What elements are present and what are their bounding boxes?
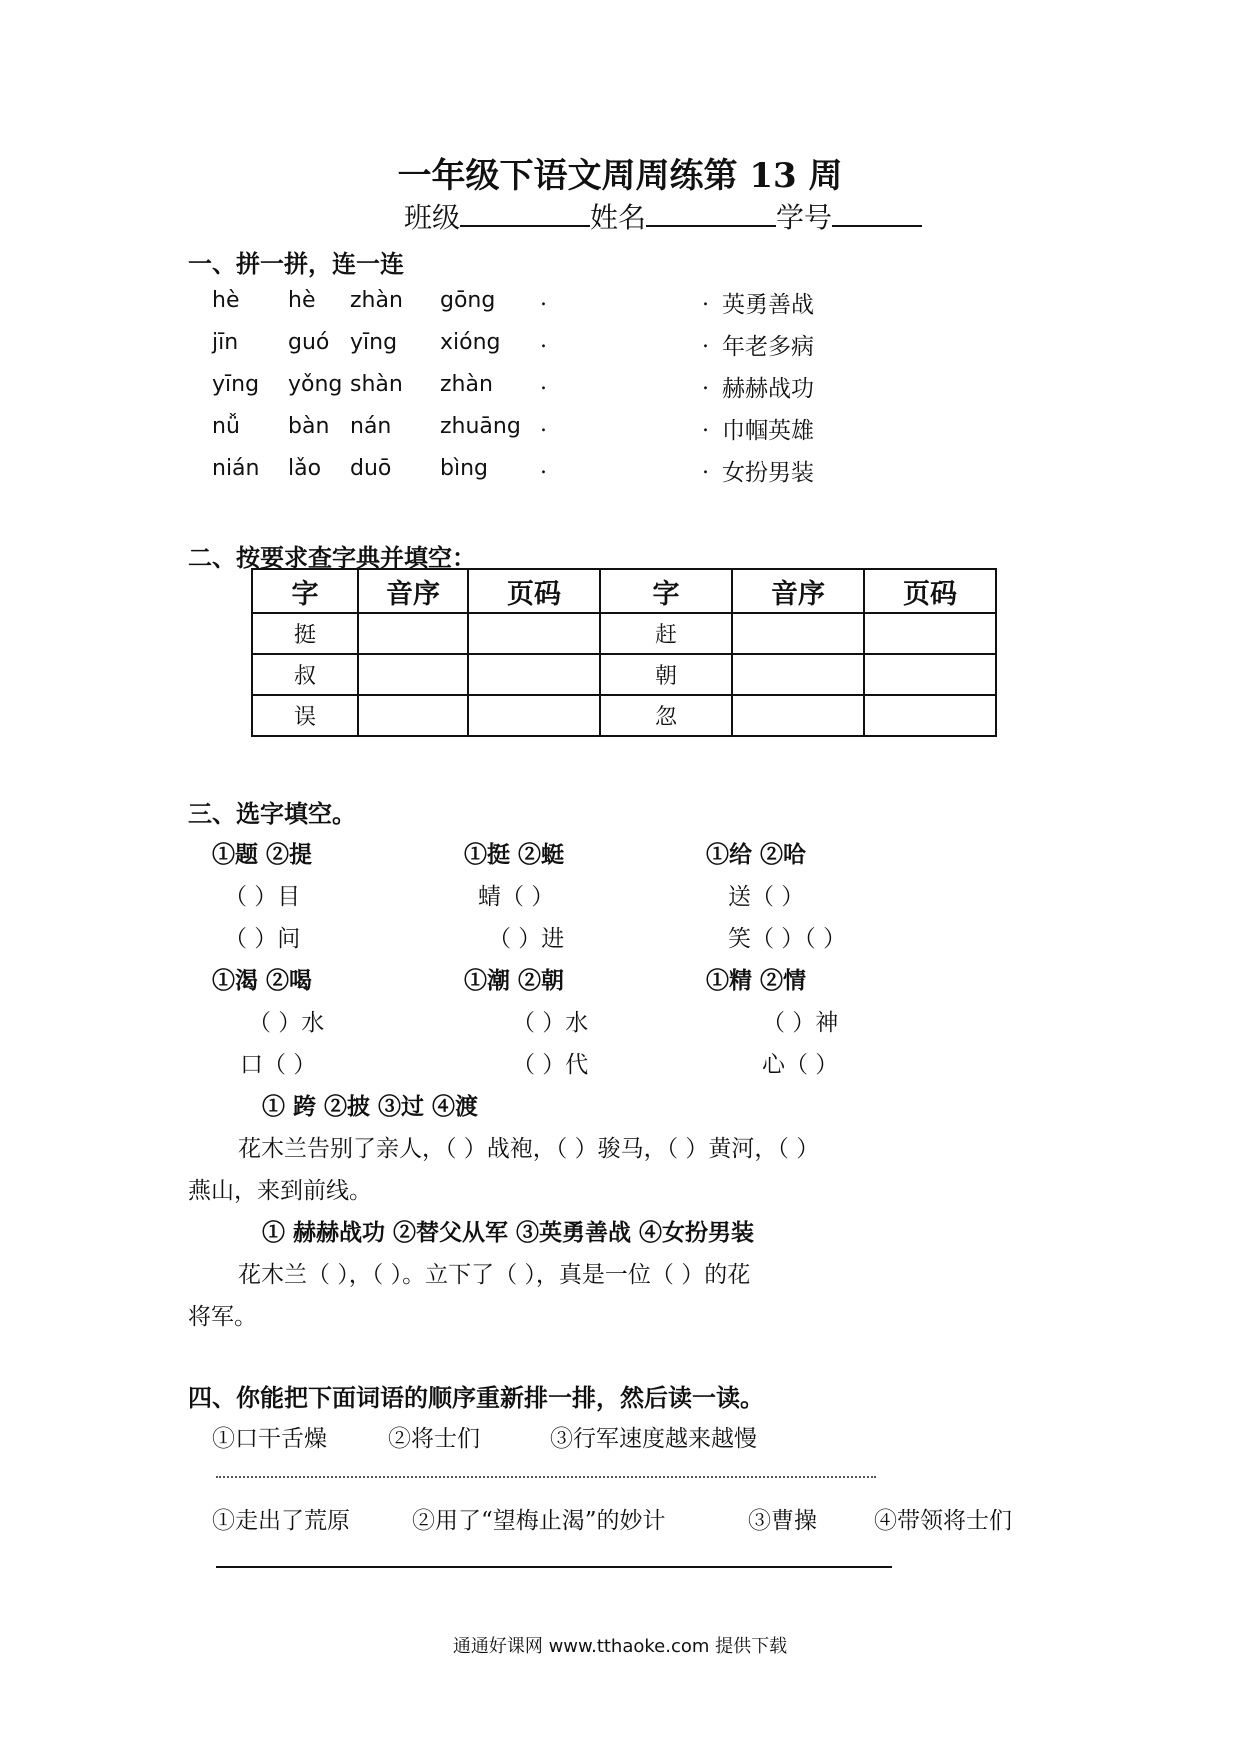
table-cell: 朝: [600, 654, 732, 695]
fill-sentence[interactable]: 花木兰告别了亲人，（ ）战袍，（ ）骏马，（ ）黄河，（ ）: [238, 1136, 820, 1162]
dictionary-table: [251, 568, 997, 737]
section2-heading: 二、按要求查字典并填空：: [188, 543, 476, 572]
idiom-word: 女扮男装: [722, 460, 814, 486]
answer-cell[interactable]: [358, 613, 468, 654]
fill-blank-item[interactable]: 笑（ ）（ ）: [728, 926, 847, 952]
answer-cell[interactable]: [732, 654, 864, 695]
connect-dot-left[interactable]: .: [540, 286, 547, 311]
table-cell: 误: [252, 695, 358, 736]
option-group: ① 赫赫战功 ②替父从军 ③英勇善战 ④女扮男装: [262, 1219, 755, 1246]
fill-sentence-cont: 将军。: [188, 1304, 257, 1330]
number-label: 学号: [776, 201, 833, 234]
name-label: 姓名: [590, 201, 647, 234]
section3-heading: 三、选字填空。: [188, 799, 356, 828]
option-group: ①潮 ②朝: [464, 967, 565, 994]
pinyin-syllable: bàn: [288, 414, 330, 439]
word-item: ③行军速度越来越慢: [550, 1426, 757, 1452]
fill-blank-item[interactable]: （ ）神: [762, 1010, 839, 1036]
pinyin-syllable: zhuāng: [440, 414, 521, 439]
student-info: [404, 196, 922, 236]
header-cell: 字: [600, 569, 732, 613]
answer-cell[interactable]: [468, 613, 600, 654]
option-group: ①题 ②提: [212, 841, 313, 868]
table-row: [252, 613, 996, 654]
answer-cell[interactable]: [864, 613, 996, 654]
idiom-word: 英勇善战: [722, 292, 814, 318]
table-header-row: [252, 569, 996, 613]
table-cell: 赶: [600, 613, 732, 654]
header-cell: 页码: [468, 569, 600, 613]
pinyin-syllable: nán: [350, 414, 392, 439]
fill-blank-item[interactable]: 蜻（ ）: [478, 884, 555, 910]
option-group: ①精 ②情: [706, 967, 807, 994]
fill-blank-item[interactable]: （ ）水: [248, 1010, 325, 1036]
pinyin-syllable: zhàn: [350, 288, 403, 313]
pinyin-syllable: guó: [288, 330, 330, 355]
table-cell: 叔: [252, 654, 358, 695]
word-item: ①口干舌燥: [212, 1426, 327, 1452]
option-group: ①渴 ②喝: [212, 967, 313, 994]
answer-cell[interactable]: [864, 654, 996, 695]
answer-cell[interactable]: [732, 613, 864, 654]
pinyin-syllable: hè: [288, 288, 316, 313]
pinyin-syllable: zhàn: [440, 372, 493, 397]
pinyin-syllable: gōng: [440, 288, 496, 313]
fill-blank-item[interactable]: （ ）问: [224, 926, 301, 952]
option-group: ①给 ②哈: [706, 841, 807, 868]
connect-dot-right[interactable]: .: [702, 370, 709, 395]
fill-blank-item[interactable]: （ ）代: [512, 1052, 589, 1078]
answer-cell[interactable]: [358, 695, 468, 736]
pinyin-syllable: shàn: [350, 372, 403, 397]
table-row: [252, 654, 996, 695]
header-cell: 字: [252, 569, 358, 613]
pinyin-syllable: bìng: [440, 456, 488, 481]
connect-dot-left[interactable]: .: [540, 328, 547, 353]
fill-blank-item[interactable]: （ ）目: [224, 884, 301, 910]
word-item: ③曹操: [748, 1508, 817, 1534]
word-item: ④带领将士们: [874, 1508, 1012, 1534]
fill-blank-item[interactable]: （ ）水: [512, 1010, 589, 1036]
connect-dot-right[interactable]: .: [702, 286, 709, 311]
class-label: 班级: [404, 201, 461, 234]
word-item: ②用了“望梅止渴”的妙计: [412, 1508, 666, 1534]
header-cell: 页码: [864, 569, 996, 613]
name-blank[interactable]: [646, 199, 776, 227]
class-blank[interactable]: [460, 199, 590, 227]
header-cell: 音序: [732, 569, 864, 613]
fill-blank-item[interactable]: 口（ ）: [240, 1052, 317, 1078]
answer-cell[interactable]: [358, 654, 468, 695]
pinyin-syllable: jīn: [212, 330, 239, 355]
pinyin-syllable: nián: [212, 456, 260, 481]
answer-line[interactable]: [216, 1566, 892, 1568]
word-item: ②将士们: [388, 1426, 480, 1452]
table-cell: 忽: [600, 695, 732, 736]
connect-dot-left[interactable]: .: [540, 412, 547, 437]
connect-dot-right[interactable]: .: [702, 328, 709, 353]
answer-cell[interactable]: [864, 695, 996, 736]
pinyin-syllable: yīng: [350, 330, 398, 355]
pinyin-syllable: nǚ: [212, 414, 240, 439]
fill-blank-item[interactable]: （ ）进: [488, 926, 565, 952]
connect-dot-left[interactable]: .: [540, 454, 547, 479]
fill-blank-item[interactable]: 心（ ）: [762, 1052, 839, 1078]
table-row: [252, 695, 996, 736]
answer-cell[interactable]: [468, 654, 600, 695]
pinyin-syllable: yǒng: [288, 372, 343, 397]
fill-blank-item[interactable]: 送（ ）: [728, 884, 805, 910]
connect-dot-left[interactable]: .: [540, 370, 547, 395]
connect-dot-right[interactable]: .: [702, 412, 709, 437]
answer-cell[interactable]: [468, 695, 600, 736]
connect-dot-right[interactable]: .: [702, 454, 709, 479]
word-item: ①走出了荒原: [212, 1508, 350, 1534]
fill-sentence-cont: 燕山，来到前线。: [188, 1178, 372, 1204]
pinyin-syllable: xióng: [440, 330, 501, 355]
header-cell: 音序: [358, 569, 468, 613]
page-title: 一年级下语文周周练第 13 周: [397, 156, 843, 196]
idiom-word: 巾帼英雄: [722, 418, 814, 444]
number-blank[interactable]: [832, 199, 922, 227]
pinyin-syllable: hè: [212, 288, 240, 313]
option-group: ① 跨 ②披 ③过 ④渡: [262, 1093, 479, 1120]
section4-heading: 四、你能把下面词语的顺序重新排一排，然后读一读。: [188, 1383, 764, 1412]
section1-heading: 一、拼一拼，连一连: [188, 249, 404, 278]
answer-cell[interactable]: [732, 695, 864, 736]
idiom-word: 赫赫战功: [722, 376, 814, 402]
footer-credit: 通通好课网 www.tthaoke.com 提供下载: [452, 1636, 788, 1657]
option-group: ①挺 ②蜓: [464, 841, 565, 868]
answer-line[interactable]: [216, 1476, 876, 1478]
fill-sentence[interactable]: 花木兰（ ），（ ）。立下了（ ），真是一位（ ）的花: [238, 1262, 751, 1288]
idiom-word: 年老多病: [722, 334, 814, 360]
pinyin-syllable: lǎo: [288, 456, 322, 481]
pinyin-syllable: yīng: [212, 372, 260, 397]
table-cell: 挺: [252, 613, 358, 654]
pinyin-syllable: duō: [350, 456, 392, 481]
